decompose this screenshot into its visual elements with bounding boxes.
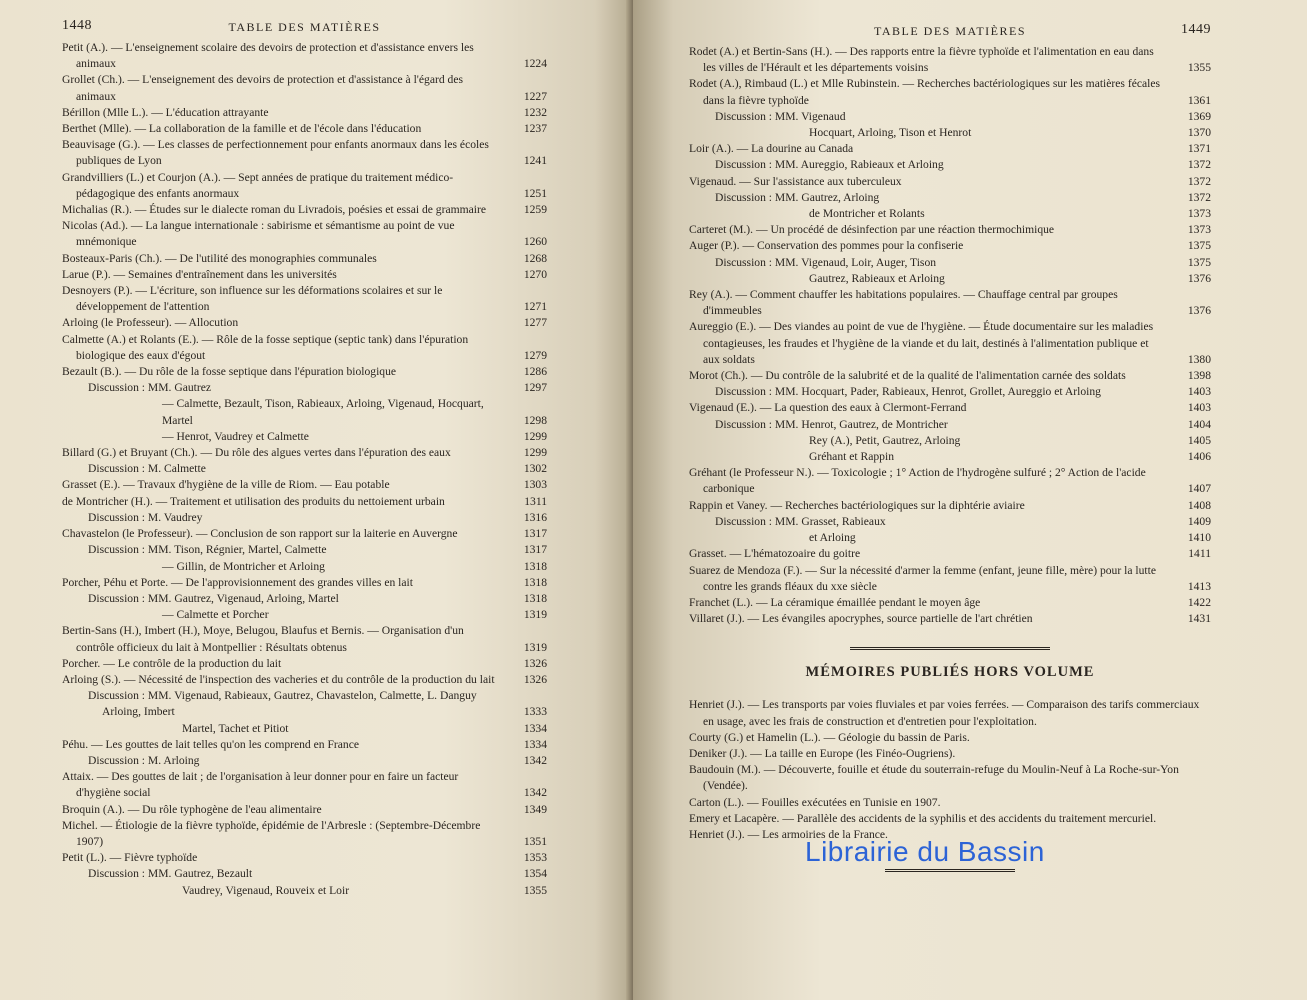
toc-entry-text: — Henrot, Vaudrey et Calmette <box>162 429 309 443</box>
toc-entry-text: Discussion : MM. Vigenaud <box>715 109 846 123</box>
toc-entry <box>689 465 1211 497</box>
toc-entry <box>689 595 1211 611</box>
toc-entry-text: Grandvilliers (L.) et Courjon (A.). — Sept années de pratique du traitement médico-pédagogique des enfants anormaux <box>62 170 454 200</box>
toc-entry-text: Billard (G.) et Bruyant (Ch.). — Du rôle des algues vertes dans l'épuration des eaux <box>62 446 451 460</box>
toc-entry <box>689 368 1211 384</box>
right-page-header <box>689 22 1211 44</box>
toc-entry-page: 1271 <box>523 300 547 314</box>
toc-entry-page: 1355 <box>523 883 547 897</box>
toc-entry-page: 1431 <box>1187 612 1211 626</box>
toc-entry-text: Rodet (A.), Rimbaud (L.) et Mlle Rubinstein. — Recherches bactériologiques sur les matières fécales dans la fièvre typhoïde <box>689 77 1161 107</box>
toc-entry-page: 1268 <box>523 251 547 265</box>
toc-entry-text: Vigenaud. — Sur l'assistance aux tuberculeux <box>689 174 902 188</box>
toc-entry <box>689 498 1211 514</box>
toc-entry <box>689 400 1211 416</box>
toc-entry-text: de Montricher (H.). — Traitement et utilisation des produits du nettoiement urbain <box>62 494 445 508</box>
toc-entry-page: 1380 <box>1187 352 1211 366</box>
toc-entry-text: Discussion : MM. Tison, Régnier, Martel, Calmette <box>88 543 327 557</box>
toc-entry-page: 1411 <box>1188 547 1211 561</box>
toc-entry-page: 1333 <box>523 705 547 719</box>
toc-entry <box>62 461 547 477</box>
toc-entry <box>689 287 1211 319</box>
running-head: TABLE DES MATIÈRES <box>228 20 381 34</box>
toc-entry <box>689 76 1211 108</box>
toc-entry <box>689 697 1211 729</box>
toc-entry-text: Henriet (J.). — Les transports par voies fluviales et par voies ferrées. — Comparaison des tarifs commerciaux en usage, avec les frais de construction et d'entretien pour l'exploitation. <box>689 698 1200 728</box>
toc-entry <box>62 721 547 737</box>
toc-entry <box>689 44 1211 76</box>
toc-entry <box>689 174 1211 190</box>
toc-entry-page: 1259 <box>523 203 547 217</box>
toc-entry-page: 1398 <box>1187 369 1211 383</box>
toc-entry <box>689 109 1211 125</box>
toc-entry <box>689 417 1211 433</box>
toc-entry <box>689 255 1211 271</box>
toc-entry-text: Discussion : MM. Gautrez, Bezault <box>88 867 253 881</box>
toc-entry-text: Attaix. — Des gouttes de lait ; de l'organisation à leur donner pour en faire un facteur d'hygiène social <box>62 770 459 800</box>
toc-entry-page: 1373 <box>1187 223 1211 237</box>
toc-entry-page: 1317 <box>523 527 547 541</box>
toc-entry <box>62 315 547 331</box>
toc-entry-text: Discussion : M. Calmette <box>88 462 206 476</box>
toc-entry <box>62 283 547 315</box>
toc-entry <box>689 563 1211 595</box>
toc-entry-page: 1405 <box>1187 433 1211 447</box>
toc-entry-text: Michel. — Étiologie de la fièvre typhoïde, épidémie de l'Arbresle : (Septembre-Décembre 1907) <box>62 818 481 848</box>
toc-entry-page: 1334 <box>523 737 547 751</box>
toc-entry-text: Villaret (J.). — Les évangiles apocryphes, source partielle de l'art chrétien <box>689 612 1033 626</box>
toc-entry-page: 1407 <box>1187 482 1211 496</box>
toc-entry-page: 1372 <box>1187 174 1211 188</box>
toc-entry-page: 1376 <box>1187 304 1211 318</box>
toc-entry-text: Discussion : MM. Gautrez, Vigenaud, Arloing, Martel <box>88 591 339 605</box>
toc-entry <box>62 494 547 510</box>
toc-entry <box>62 883 547 899</box>
toc-entry-page: 1319 <box>523 640 547 654</box>
toc-entry-page: 1342 <box>523 753 547 767</box>
toc-entries-right <box>689 44 1211 627</box>
toc-entry <box>62 364 547 380</box>
toc-entry <box>62 429 547 445</box>
toc-entry <box>62 656 547 672</box>
toc-entry <box>62 510 547 526</box>
toc-entry-page: 1375 <box>1187 255 1211 269</box>
toc-entry-page: 1354 <box>523 867 547 881</box>
toc-entry <box>689 238 1211 254</box>
toc-entry <box>62 542 547 558</box>
toc-entry-text: Desnoyers (P.). — L'écriture, son influence sur les déformations scolaires et sur le développement de l'attention <box>62 284 443 314</box>
toc-entry-text: Rappin et Vaney. — Recherches bactériologiques sur la diphtérie aviaire <box>689 498 1025 512</box>
toc-entry-text: Petit (L.). — Fièvre typhoïde <box>62 851 198 865</box>
toc-entry-page: 1372 <box>1187 190 1211 204</box>
toc-entry <box>62 218 547 250</box>
toc-entry-text: Emery et Lacapère. — Parallèle des accidents de la syphilis et des accidents du traitement mercuriel. <box>689 811 1157 825</box>
page-number: 1449 <box>1181 22 1211 37</box>
toc-entry-page: 1318 <box>523 575 547 589</box>
toc-entry-text: de Montricher et Rolants <box>809 207 925 221</box>
toc-entry <box>689 190 1211 206</box>
toc-entry <box>689 514 1211 530</box>
toc-entry-page: 1375 <box>1187 239 1211 253</box>
toc-entry-text: Gréhant et Rappin <box>809 450 894 464</box>
toc-entry <box>62 818 547 850</box>
toc-entry-text: Vigenaud (E.). — La question des eaux à Clermont-Ferrand <box>689 401 967 415</box>
toc-entry-page: 1376 <box>1187 271 1211 285</box>
toc-entry <box>62 559 547 575</box>
toc-entry <box>689 530 1211 546</box>
toc-entry-text: Péhu. — Les gouttes de lait telles qu'on les comprend en France <box>62 737 360 751</box>
toc-entry-text: Porcher, Péhu et Porte. — De l'approvisionnement des grandes villes en lait <box>62 575 413 589</box>
toc-entry-text: Petit (A.). — L'enseignement scolaire des devoirs de protection et d'assistance envers les animaux <box>62 41 474 71</box>
toc-entry-page: 1298 <box>523 413 547 427</box>
toc-entry-page: 1232 <box>523 105 547 119</box>
toc-entry-page: 1279 <box>523 348 547 362</box>
toc-entry <box>62 332 547 364</box>
section-title: MÉMOIRES PUBLIÉS HORS VOLUME <box>805 664 1095 681</box>
toc-entry <box>62 737 547 753</box>
toc-entry-page: 1408 <box>1187 498 1211 512</box>
toc-entry-page: 1403 <box>1187 401 1211 415</box>
toc-entry-page: 1302 <box>523 462 547 476</box>
toc-entry-page: 1353 <box>523 851 547 865</box>
toc-entry-text: Grasset. — L'hématozoaire du goitre <box>689 547 861 561</box>
toc-entry-page: 1404 <box>1187 417 1211 431</box>
toc-entry-page: 1371 <box>1187 142 1211 156</box>
toc-entry-page: 1319 <box>523 608 547 622</box>
toc-entry <box>689 222 1211 238</box>
toc-entry-page: 1251 <box>523 186 547 200</box>
toc-entry-text: Discussion : MM. Gautrez, Arloing <box>715 190 880 204</box>
toc-entry-text: Discussion : MM. Vigenaud, Rabieaux, Gautrez, Chavastelon, Calmette, L. Danguy Arloing, Imbert <box>88 689 477 719</box>
toc-entry-text: Loir (A.). — La dourine au Canada <box>689 142 854 156</box>
toc-entry-page: 1224 <box>523 57 547 71</box>
toc-entry <box>689 611 1211 627</box>
toc-entry <box>689 433 1211 449</box>
toc-entry <box>689 730 1211 746</box>
toc-entry-text: Carton (L.). — Fouilles exécutées en Tunisie en 1907. <box>689 795 941 809</box>
toc-entry <box>62 396 547 428</box>
toc-entry-text: Bezault (B.). — Du rôle de la fosse septique dans l'épuration biologique <box>62 365 397 379</box>
toc-entry-text: Nicolas (Ad.). — La langue internationale : sabirisme et sémantisme au point de vue mnémonique <box>62 219 455 249</box>
toc-entry-page: 1355 <box>1187 61 1211 75</box>
toc-entry-page: 1372 <box>1187 158 1211 172</box>
toc-entry-page: 1318 <box>523 591 547 605</box>
toc-entry <box>689 746 1211 762</box>
toc-entry <box>689 206 1211 222</box>
toc-entry <box>62 477 547 493</box>
toc-entry-page: 1326 <box>523 672 547 686</box>
toc-entry <box>62 607 547 623</box>
toc-entry <box>62 105 547 121</box>
toc-entry-text: Michalias (R.). — Études sur le dialecte roman du Livradois, poésies et essai de grammaire <box>62 203 487 217</box>
toc-entry-page: 1409 <box>1187 514 1211 528</box>
toc-entry <box>689 762 1211 794</box>
toc-entry-text: Bérillon (Mlle L.). — L'éducation attrayante <box>62 105 269 119</box>
toc-entry <box>62 121 547 137</box>
toc-entry <box>62 672 547 688</box>
toc-entry <box>62 445 547 461</box>
toc-entry <box>62 575 547 591</box>
toc-entry-text: Discussion : MM. Grasset, Rabieaux <box>715 514 886 528</box>
toc-entry-text: Aureggio (E.). — Des viandes au point de vue de l'hygiène. — Étude documentaire sur les maladies contagieuses, les fraudes et l'hygiène de la viande et du lait, destinés à l'alimentation publique et aux soldats <box>689 320 1154 366</box>
end-divider <box>885 869 1015 870</box>
left-page-header <box>62 18 547 40</box>
toc-entry-text: Suarez de Mendoza (F.). — Sur la nécessité d'armer la femme (enfant, jeune fille, mère) pour la lutte contre les grands fléaux du xxe siècle <box>689 563 1156 593</box>
toc-entry-text: Beauvisage (G.). — Les classes de perfectionnement pour enfants anormaux dans les écoles publiques de Lyon <box>62 138 489 168</box>
toc-entry <box>62 688 547 720</box>
toc-entry-text: Chavastelon (le Professeur). — Conclusion de son rapport sur la laiterie en Auvergne <box>62 527 458 541</box>
toc-entry <box>689 384 1211 400</box>
hors-volume-entries <box>689 697 1211 843</box>
toc-entry-page: 1413 <box>1187 579 1211 593</box>
toc-entry <box>689 319 1211 368</box>
toc-entry <box>689 157 1211 173</box>
toc-entry-text: Arloing (le Professeur). — Allocution <box>62 316 239 330</box>
toc-entry-page: 1311 <box>524 494 547 508</box>
toc-entry-text: Discussion : MM. Henrot, Gautrez, de Montricher <box>715 417 948 431</box>
toc-entry-text: Courty (G.) et Hamelin (L.). — Géologie du bassin de Paris. <box>689 730 970 744</box>
toc-entry-text: Berthet (Mlle). — La collaboration de la famille et de l'école dans l'éducation <box>62 122 422 136</box>
toc-entry-text: Carteret (M.). — Un procédé de désinfection par une réaction thermochimique <box>689 223 1055 237</box>
toc-entry-page: 1373 <box>1187 207 1211 221</box>
toc-entry-text: Gautrez, Rabieaux et Arloing <box>809 271 945 285</box>
toc-entry <box>62 202 547 218</box>
toc-entry-text: Bosteaux-Paris (Ch.). — De l'utilité des monographies communales <box>62 251 377 265</box>
toc-entry-page: 1299 <box>523 429 547 443</box>
toc-entry-text: — Gillin, de Montricher et Arloing <box>162 559 325 573</box>
toc-entry-text: Rodet (A.) et Bertin-Sans (H.). — Des rapports entre la fièvre typhoïde et l'alimentation en eau dans les villes de l'Hérault et les départements voisins <box>689 45 1154 75</box>
toc-entry <box>62 623 547 655</box>
toc-entry <box>689 795 1211 811</box>
toc-entry-page: 1277 <box>523 316 547 330</box>
toc-entry-page: 1241 <box>523 154 547 168</box>
toc-entry <box>62 380 547 396</box>
toc-entry-text: — Calmette et Porcher <box>162 608 269 622</box>
toc-entry-text: Calmette (A.) et Rolants (E.). — Rôle de la fosse septique (septic tank) dans l'épuration biologique des eaux d'égout <box>62 332 469 362</box>
toc-entry <box>62 72 547 104</box>
toc-entry-text: Discussion : MM. Gautrez <box>88 381 212 395</box>
toc-entry <box>62 802 547 818</box>
toc-entry <box>62 866 547 882</box>
toc-entry-page: 1342 <box>523 786 547 800</box>
toc-entry <box>62 137 547 169</box>
toc-entry-text: Rey (A.). — Comment chauffer les habitations populaires. — Chauffage central par groupes d'immeubles <box>689 288 1118 318</box>
toc-entry-text: Henriet (J.). — Les armoiries de la France. <box>689 827 888 841</box>
toc-entry-page: 1351 <box>523 834 547 848</box>
toc-entry-text: Rey (A.), Petit, Gautrez, Arloing <box>809 433 961 447</box>
toc-entry-page: 1422 <box>1187 595 1211 609</box>
toc-entry <box>62 267 547 283</box>
toc-entry <box>689 125 1211 141</box>
toc-entries-left <box>62 40 547 899</box>
toc-entry-page: 1361 <box>1187 93 1211 107</box>
toc-entry-text: Discussion : MM. Hocquart, Pader, Rabieaux, Henrot, Grollet, Aureggio et Arloing <box>715 385 1101 399</box>
toc-entry-text: Hocquart, Arloing, Tison et Henrot <box>809 126 972 140</box>
toc-entry-page: 1349 <box>523 802 547 816</box>
toc-entry-text: Arloing (S.). — Nécessité de l'inspection des vacheries et du contrôle de la production du lait <box>62 672 495 686</box>
toc-entry <box>62 251 547 267</box>
toc-entry-text: Morot (Ch.). — Du contrôle de la salubrité et de la qualité de l'alimentation carnée des soldats <box>689 369 1126 383</box>
toc-entry-page: 1316 <box>523 510 547 524</box>
toc-entry-text: — Calmette, Bezault, Tison, Rabieaux, Arloing, Vigenaud, Hocquart, Martel <box>162 397 484 427</box>
watermark-text: Librairie du Bassin <box>805 836 1045 867</box>
toc-entry-text: Gréhant (le Professeur N.). — Toxicologie ; 1° Action de l'hydrogène sulfuré ; 2° Action de l'acide carbonique <box>689 466 1146 496</box>
toc-entry-text: Vaudrey, Vigenaud, Rouveix et Loir <box>182 883 350 897</box>
page-number: 1448 <box>62 18 92 33</box>
toc-entry-page: 1260 <box>523 235 547 249</box>
toc-entry <box>689 811 1211 827</box>
section-divider <box>850 647 1050 648</box>
toc-entry-text: Baudouin (M.). — Découverte, fouille et étude du souterrain-refuge du Moulin-Neuf à La Roche-sur-Yon (Vendée). <box>689 763 1179 793</box>
toc-entry-page: 1326 <box>523 656 547 670</box>
toc-entry-text: et Arloing <box>809 531 856 545</box>
toc-entry <box>62 769 547 801</box>
toc-entry-text: Discussion : MM. Aureggio, Rabieaux et Arloing <box>715 158 944 172</box>
toc-entry-page: 1370 <box>1187 126 1211 140</box>
toc-entry-text: Discussion : M. Vaudrey <box>88 510 203 524</box>
toc-entry-page: 1317 <box>523 543 547 557</box>
toc-entry-page: 1334 <box>523 721 547 735</box>
toc-entry-page: 1406 <box>1187 450 1211 464</box>
toc-entry <box>62 591 547 607</box>
toc-entry-page: 1299 <box>523 446 547 460</box>
toc-entry <box>62 850 547 866</box>
toc-entry-text: Discussion : MM. Vigenaud, Loir, Auger, Tison <box>715 255 937 269</box>
toc-entry-text: Grollet (Ch.). — L'enseignement des devoirs de protection et d'assistance à l'égard des animaux <box>62 73 463 103</box>
toc-entry-text: Bertin-Sans (H.), Imbert (H.), Moye, Belugou, Blaufus et Bernis. — Organisation d'un contrôle officieux du lait à Montpellier : Résultats obtenus <box>62 624 464 654</box>
toc-entry-page: 1303 <box>523 478 547 492</box>
toc-entry-text: Discussion : M. Arloing <box>88 753 200 767</box>
toc-entry <box>62 170 547 202</box>
toc-entry-text: Larue (P.). — Semaines d'entraînement dans les universités <box>62 267 337 281</box>
toc-entry <box>689 449 1211 465</box>
running-head: TABLE DES MATIÈRES <box>873 24 1027 38</box>
toc-entry-page: 1403 <box>1187 385 1211 399</box>
toc-entry-text: Franchet (L.). — La céramique émaillée pendant le moyen âge <box>689 595 981 609</box>
toc-entry-text: Auger (P.). — Conservation des pommes pour la confiserie <box>689 239 964 253</box>
toc-entry-page: 1318 <box>523 559 547 573</box>
toc-entry <box>62 526 547 542</box>
toc-entry-text: Broquin (A.). — Du rôle typhogène de l'eau alimentaire <box>62 802 322 816</box>
toc-entry-page: 1286 <box>523 365 547 379</box>
toc-entry <box>689 546 1211 562</box>
toc-entry <box>689 271 1211 287</box>
toc-entry-text: Deniker (J.). — La taille en Europe (les Finéo-Ougriens). <box>689 746 956 760</box>
toc-entry <box>62 753 547 769</box>
toc-entry-text: Grasset (E.). — Travaux d'hygiène de la ville de Riom. — Eau potable <box>62 478 390 492</box>
toc-entry-page: 1369 <box>1187 109 1211 123</box>
toc-entry-page: 1237 <box>523 122 547 136</box>
toc-entry-page: 1270 <box>523 267 547 281</box>
toc-entry-text: Porcher. — Le contrôle de la production du lait <box>62 656 282 670</box>
toc-entry-text: Martel, Tachet et Pitiot <box>182 721 289 735</box>
toc-entry-page: 1410 <box>1187 531 1211 545</box>
toc-entry-page: 1297 <box>523 381 547 395</box>
toc-entry-page: 1227 <box>523 89 547 103</box>
toc-entry <box>689 141 1211 157</box>
left-page <box>0 0 633 1000</box>
toc-entry <box>62 40 547 72</box>
